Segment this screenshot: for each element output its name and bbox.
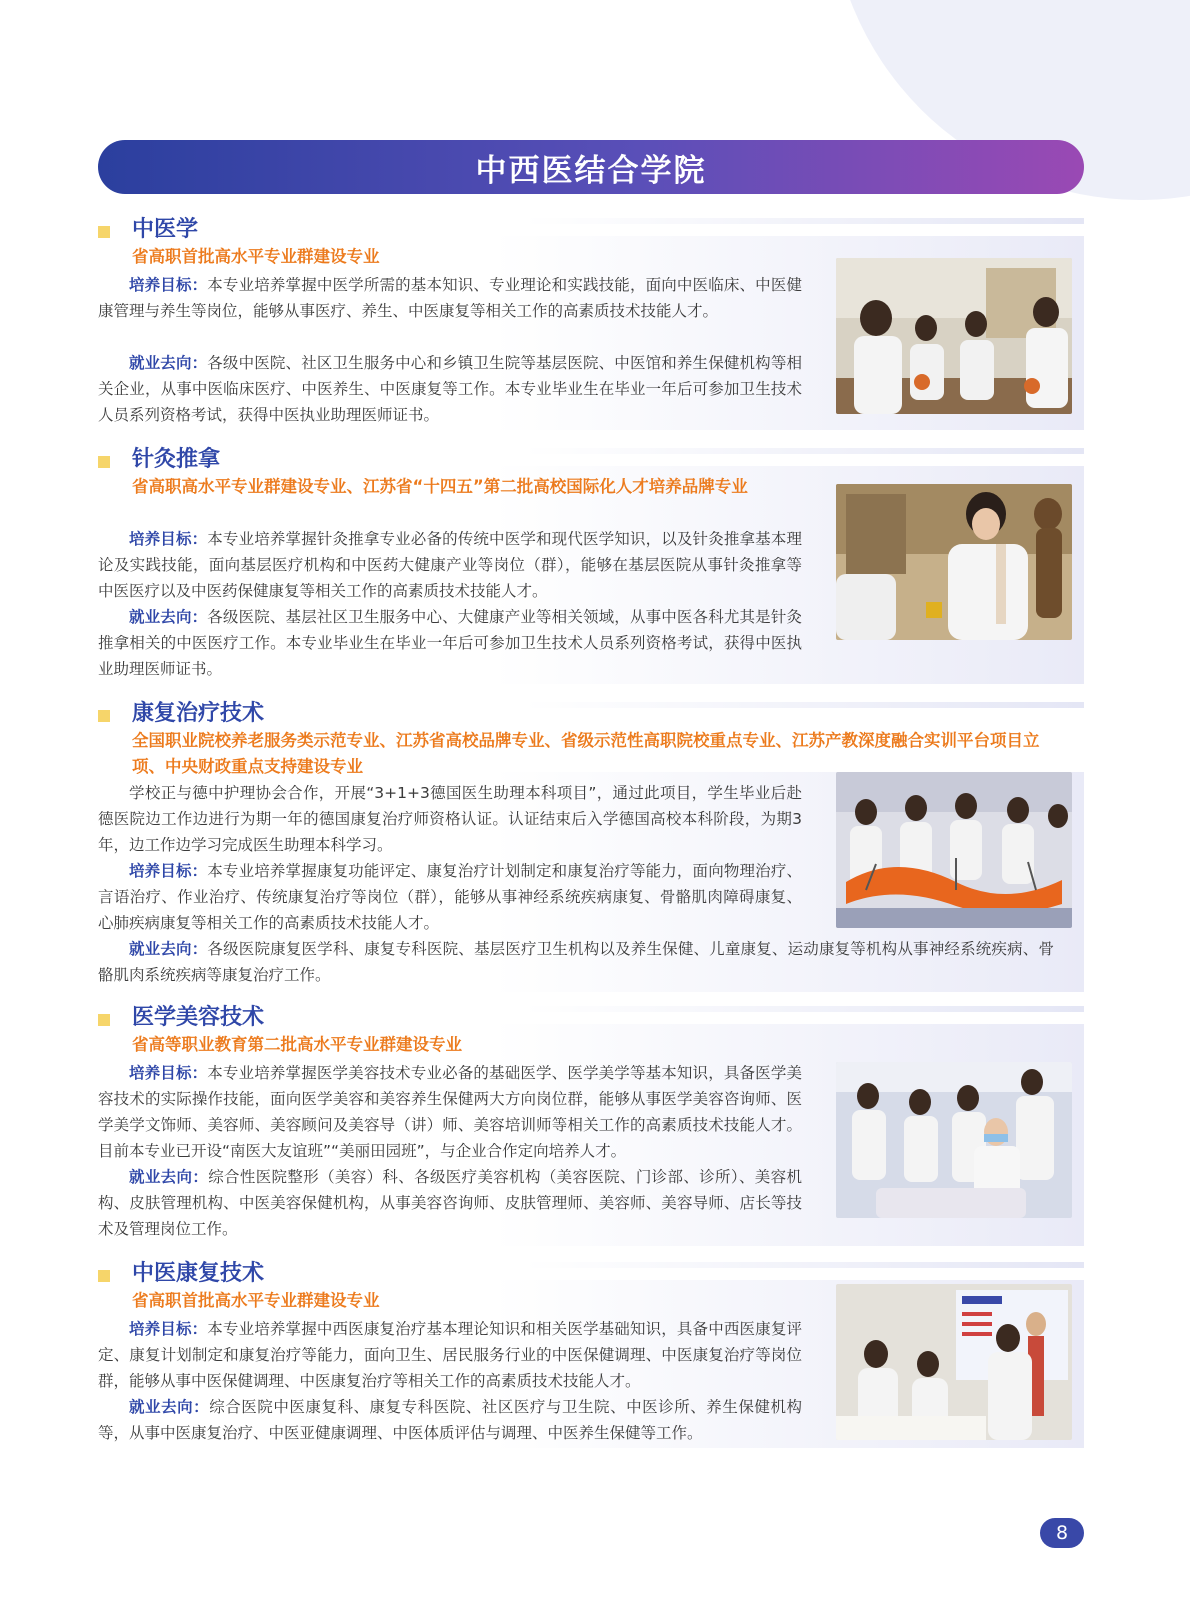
program-intro bbox=[98, 780, 802, 858]
goal-text: 本专业培养掌握中西医康复治疗基本理论知识和相关医学基础知识，具备中西医康复评定、康复计划制定和康复治疗等能力，面向卫生、居民服务行业的中医保健调理、中医康复治疗等岗位群，能够从事中医保健调理、中医康复治疗等相关工作的高素质技术技能人才。 bbox=[98, 1320, 802, 1390]
photo-tcm-lecture bbox=[836, 1284, 1072, 1440]
training-goal bbox=[98, 272, 802, 324]
training-goal bbox=[98, 526, 802, 604]
goal-label: 培养目标： bbox=[129, 1320, 208, 1338]
section-marker bbox=[98, 226, 110, 238]
section-subtitle: 省高等职业教育第二批高水平专业群建设专业 bbox=[132, 1035, 462, 1054]
career-direction bbox=[98, 350, 802, 428]
section-subtitle: 省高职首批高水平专业群建设专业 bbox=[132, 247, 380, 266]
photo-rehab-training bbox=[836, 772, 1072, 928]
goal-text: 本专业培养掌握康复功能评定、康复治疗计划制定和康复治疗等能力，面向物理治疗、言语治疗、作业治疗、传统康复治疗等岗位（群），能够从事神经系统疾病康复、骨骼肌肉障碍康复、心肺疾病康复等相关工作的高素质技术技能人才。 bbox=[98, 862, 802, 932]
section-title: 中医学 bbox=[132, 217, 199, 242]
career-text: 综合医院中医康复科、康复专科医院、社区医疗与卫生院、中医诊所、养生保健机构等，从事中医康复治疗、中医亚健康调理、中医体质评估与调理、中医养生保健等工作。 bbox=[98, 1398, 802, 1442]
career-direction bbox=[98, 604, 802, 682]
section-tcm bbox=[98, 218, 1084, 430]
goal-text: 本专业培养掌握中医学所需的基本知识、专业理论和实践技能，面向中医临床、中医健康管理与养生等岗位，能够从事医疗、养生、中医康复等相关工作的高素质技术技能人才。 bbox=[98, 276, 802, 320]
career-label: 就业去向： bbox=[129, 1398, 210, 1416]
goal-text: 本专业培养掌握医学美容技术专业必备的基础医学、医学美学等基本知识，具备医学美容技术的实际操作技能，面向医学美容和美容养生保健两大方向岗位群，能够从事医学美容咨询师、医学美学文饰师、美容师、美容顾问及美容导（讲）师、美容培训师等相关工作的高素质技术技能人才。目前本专业已开设“南医大友谊班”“美丽田园班”，与企业合作定向培养人才。 bbox=[98, 1064, 802, 1160]
goal-label: 培养目标： bbox=[129, 530, 208, 548]
section-rehabilitation bbox=[98, 702, 1084, 992]
career-direction bbox=[98, 936, 1054, 988]
photo-acupuncture-model bbox=[836, 484, 1072, 640]
training-goal bbox=[98, 858, 802, 936]
career-direction bbox=[98, 1394, 802, 1446]
section-title: 医学美容技术 bbox=[132, 1005, 265, 1030]
photo-beauty-class bbox=[836, 1062, 1072, 1218]
section-title: 针灸推拿 bbox=[132, 447, 221, 472]
section-tcm-rehabilitation bbox=[98, 1262, 1084, 1448]
career-text: 综合性医院整形（美容）科、各级医疗美容机构（美容医院、门诊部、诊所）、美容机构、皮肤管理机构、中医美容保健机构，从事美容咨询师、皮肤管理师、美容师、美容导师、店长等技术及管理岗位工作。 bbox=[98, 1168, 802, 1238]
training-goal bbox=[98, 1060, 802, 1164]
career-direction bbox=[98, 1164, 802, 1242]
section-marker bbox=[98, 1014, 110, 1026]
goal-label: 培养目标： bbox=[129, 862, 208, 880]
photo-tcm-teaching bbox=[836, 258, 1072, 414]
college-title: 中西医结合学院 bbox=[475, 152, 707, 189]
goal-label: 培养目标： bbox=[129, 276, 208, 294]
section-subtitle: 全国职业院校养老服务类示范专业、江苏省高校品牌专业、省级示范性高职院校重点专业、江苏产教深度融合实训平台项目立项、中央财政重点支持建设专业 bbox=[132, 731, 1040, 776]
section-divider bbox=[524, 448, 1084, 454]
section-medical-beauty bbox=[98, 1006, 1084, 1246]
section-marker bbox=[98, 710, 110, 722]
intro-text: 学校正与德中护理协会合作，开展“3+1+3德国医生助理本科项目”，通过此项目，学生毕业后赴德医院边工作边进行为期一年的德国康复治疗师资格认证。认证结束后入学德国高校本科阶段，为期3年，边工作边学习完成医生助理本科学习。 bbox=[98, 784, 802, 854]
section-title: 康复治疗技术 bbox=[132, 701, 265, 726]
goal-label: 培养目标： bbox=[129, 1064, 208, 1082]
career-text: 各级医院康复医学科、康复专科医院、基层医疗卫生机构以及养生保健、儿童康复、运动康复等机构从事神经系统疾病、骨骼肌肉系统疾病等康复治疗工作。 bbox=[98, 940, 1054, 984]
section-marker bbox=[98, 1270, 110, 1282]
career-label: 就业去向： bbox=[129, 608, 208, 626]
career-label: 就业去向： bbox=[129, 940, 208, 958]
page-number: 8 bbox=[1040, 1518, 1084, 1548]
college-banner bbox=[98, 140, 1084, 194]
training-goal bbox=[98, 1316, 802, 1394]
career-text: 各级医院、基层社区卫生服务中心、大健康产业等相关领域，从事中医各科尤其是针灸推拿相关的中医医疗工作。本专业毕业生在毕业一年后可参加卫生技术人员系列资格考试，获得中医执业助理医师证书。 bbox=[98, 608, 802, 678]
section-title: 中医康复技术 bbox=[132, 1261, 265, 1286]
career-label: 就业去向： bbox=[129, 1168, 209, 1186]
section-divider bbox=[524, 702, 1084, 708]
section-divider bbox=[524, 1262, 1084, 1268]
section-subtitle: 省高职高水平专业群建设专业、江苏省“十四五”第二批高校国际化人才培养品牌专业 bbox=[132, 477, 748, 496]
goal-text: 本专业培养掌握针灸推拿专业必备的传统中医学和现代医学知识，以及针灸推拿基本理论及实践技能，面向基层医疗机构和中医药大健康产业等岗位（群），能够在基层医院从事针灸推拿等中医医疗以及中医药保健康复等相关工作的高素质技术技能人才。 bbox=[98, 530, 802, 600]
career-text: 各级中医院、社区卫生服务中心和乡镇卫生院等基层医院、中医馆和养生保健机构等相关企业，从事中医临床医疗、中医养生、中医康复等工作。本专业毕业生在毕业一年后可参加卫生技术人员系列资格考试，获得中医执业助理医师证书。 bbox=[98, 354, 802, 424]
section-divider bbox=[524, 218, 1084, 224]
section-marker bbox=[98, 456, 110, 468]
section-subtitle: 省高职首批高水平专业群建设专业 bbox=[132, 1291, 380, 1310]
section-divider bbox=[524, 1006, 1084, 1012]
section-acupuncture bbox=[98, 448, 1084, 684]
career-label: 就业去向： bbox=[129, 354, 208, 372]
